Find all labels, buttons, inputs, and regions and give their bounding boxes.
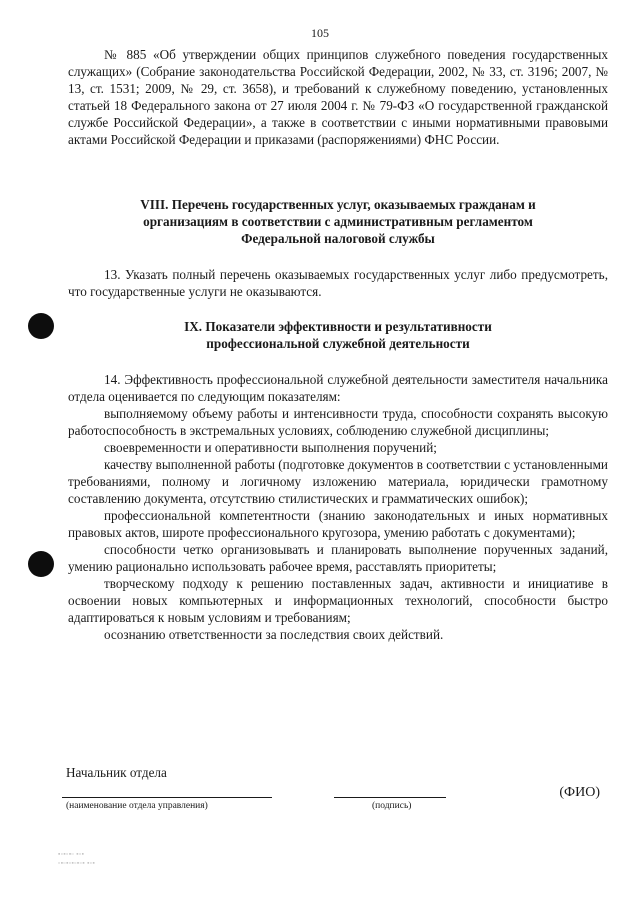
list-item: профессиональной компетентности (знанию законодательных и иных нормативных правовых актов, широте профессионального кругозора, умению работать с документами); xyxy=(68,508,608,540)
section-9-heading-line: IX. Показатели эффективности и результативности xyxy=(184,319,492,334)
faint-stamp: ▪▫▪▫▪▫ ▪▫▪ ▫▪▫▪▫▪▫▪▫▪ ▪▫▪ xyxy=(58,851,96,867)
list-item: осознанию ответственности за последствия своих действий. xyxy=(104,627,444,642)
signature-caption: (подпись) xyxy=(372,801,412,811)
intro-paragraph xyxy=(68,46,608,148)
section-8-paragraph: 13. Указать полный перечень оказываемых государственных услуг либо предусмотреть, что государственные услуги не оказываются. xyxy=(68,267,608,299)
intro-text: № 885 «Об утверждении общих принципов служебного поведения государственных служащих» (Собрание законодательства Российской Федерации, 2002, № 33, ст. 3196; 2007, № 13, ст. 1531; 2009, № 29, ст. 3658), и требований к служебному поведению, установленных статьей 18 Федерального закона от 27 июля 2004 г. № 79-ФЗ «О государственной гражданской службе Российской Федерации», а также в соответствии с иными нормативными правовыми актами Российской Федерации и приказами (распоряжениями) ФНС России. xyxy=(68,47,608,147)
list-item: своевременности и оперативности выполнения поручений; xyxy=(104,440,437,455)
section-8-heading-line: организациям в соответствии с административным регламентом xyxy=(143,214,533,229)
punch-hole-bottom xyxy=(28,551,54,577)
section-8-heading-line: Федеральной налоговой службы xyxy=(241,231,435,246)
section-9-heading xyxy=(68,318,608,352)
section-8-heading xyxy=(68,196,608,247)
department-caption: (наименование отдела управления) xyxy=(66,801,208,811)
section-8-heading-line: VIII. Перечень государственных услуг, оказываемых гражданам и xyxy=(140,197,536,212)
punch-hole-top xyxy=(28,313,54,339)
signature-title: Начальник отдела xyxy=(66,765,167,780)
list-item: 14. Эффективность профессиональной служебной деятельности заместителя начальника отдела оценивается по следующим показателям: xyxy=(68,372,608,404)
section-8-body xyxy=(68,266,608,300)
signature-line xyxy=(334,797,446,798)
page-number: 105 xyxy=(311,26,329,40)
department-line xyxy=(62,797,272,798)
section-9-heading-line: профессиональной служебной деятельности xyxy=(206,336,470,351)
fio-placeholder: (ФИО) xyxy=(559,785,600,800)
list-item: выполняемому объему работы и интенсивности труда, способности сохранять высокую работоспособность в экстремальных условиях, соблюдению служебной дисциплины; xyxy=(68,406,608,438)
list-item: качеству выполненной работы (подготовке документов в соответствии с установленными требованиями, полному и логичному изложению материала, юридически грамотному составлению документа, отсутствию стилистических и грамматических ошибок); xyxy=(68,457,608,506)
list-item: творческому подходу к решению поставленных задач, активности и инициативе в освоении новых компьютерных и информационных технологий, способности быстро адаптироваться к новым условиям и требованиям; xyxy=(68,576,608,625)
list-item: способности четко организовывать и планировать выполнение порученных заданий, умению рационально использовать рабочее время, расставлять приоритеты; xyxy=(68,542,608,574)
section-9-body xyxy=(68,371,608,643)
